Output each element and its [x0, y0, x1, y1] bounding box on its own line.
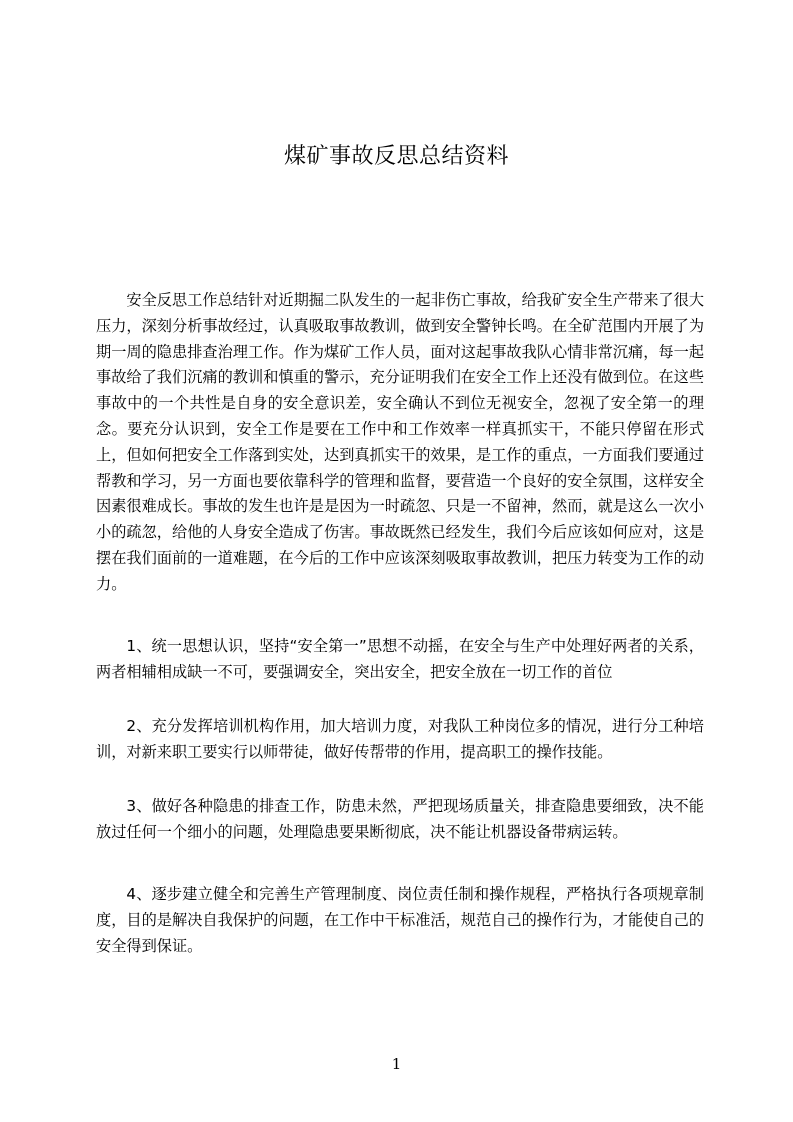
- page-title: 煤矿事故反思总结资料: [283, 144, 509, 169]
- measure-paragraph-2: 2、充分发挥培训机构作用，加大培训力度，对我队工种岗位多的情况，进行分工种培训，对新来职工要实行以师带徒，做好传帮带的作用，提高职工的操作技能。: [96, 717, 704, 761]
- intro-paragraph: 安全反思工作总结针对近期掘二队发生的一起非伤亡事故，给我矿安全生产带来了很大压力，深刻分析事故经过，认真吸取事故教训，做到安全警钟长鸣。在全矿范围内开展了为期一周的隐患排查治理工作。作为煤矿工作人员，面对这起事故我队心情非常沉痛，每一起事故给了我们沉痛的教训和慎重的警示，充分证明我们在安全工作上还没有做到位。在这些事故中的一个共性是自身的安全意识差，安全确认不到位无视安全，忽视了安全第一的理念。要充分认识到，安全工作是要在工作中和工作效率一样真抓实干，不能只停留在形式上，但如何把安全工作落到实处，达到真抓实干的效果，是工作的重点，一方面我们要通过帮教和学习，另一方面也要依靠科学的管理和监督，要营造一个良好的安全氛围，这样安全因素很难成长。事故的发生也许是是因为一时疏忽、只是一不留神，然而，就是这么一次小小的疏忽，给他的人身安全造成了伤害。事故既然已经发生，我们今后应该如何应对，这是摆在我们面前的一道难题，在今后的工作中应该深刻吸取事故教训，把压力转变为工作的动力。: [96, 291, 704, 593]
- measure-paragraph-1: 1、统一思想认识，坚持“安全第一”思想不动摇，在安全与生产中处理好两者的关系，两者相辅相成缺一不可，要强调安全，突出安全，把安全放在一切工作的首位: [96, 637, 704, 681]
- measure-paragraph-4: 4、逐步建立健全和完善生产管理制度、岗位责任制和操作规程，严格执行各项规章制度，目的是解决自我保护的问题，在工作中干标准活，规范自己的操作行为，才能使自己的安全得到保证。: [96, 885, 704, 955]
- measure-paragraph-3: 3、做好各种隐患的排查工作，防患未然，严把现场质量关，排查隐患要细致，决不能放过任何一个细小的问题，处理隐患要果断彻底，决不能让机器设备带病运转。: [96, 797, 704, 841]
- page-number: 1: [391, 1055, 402, 1073]
